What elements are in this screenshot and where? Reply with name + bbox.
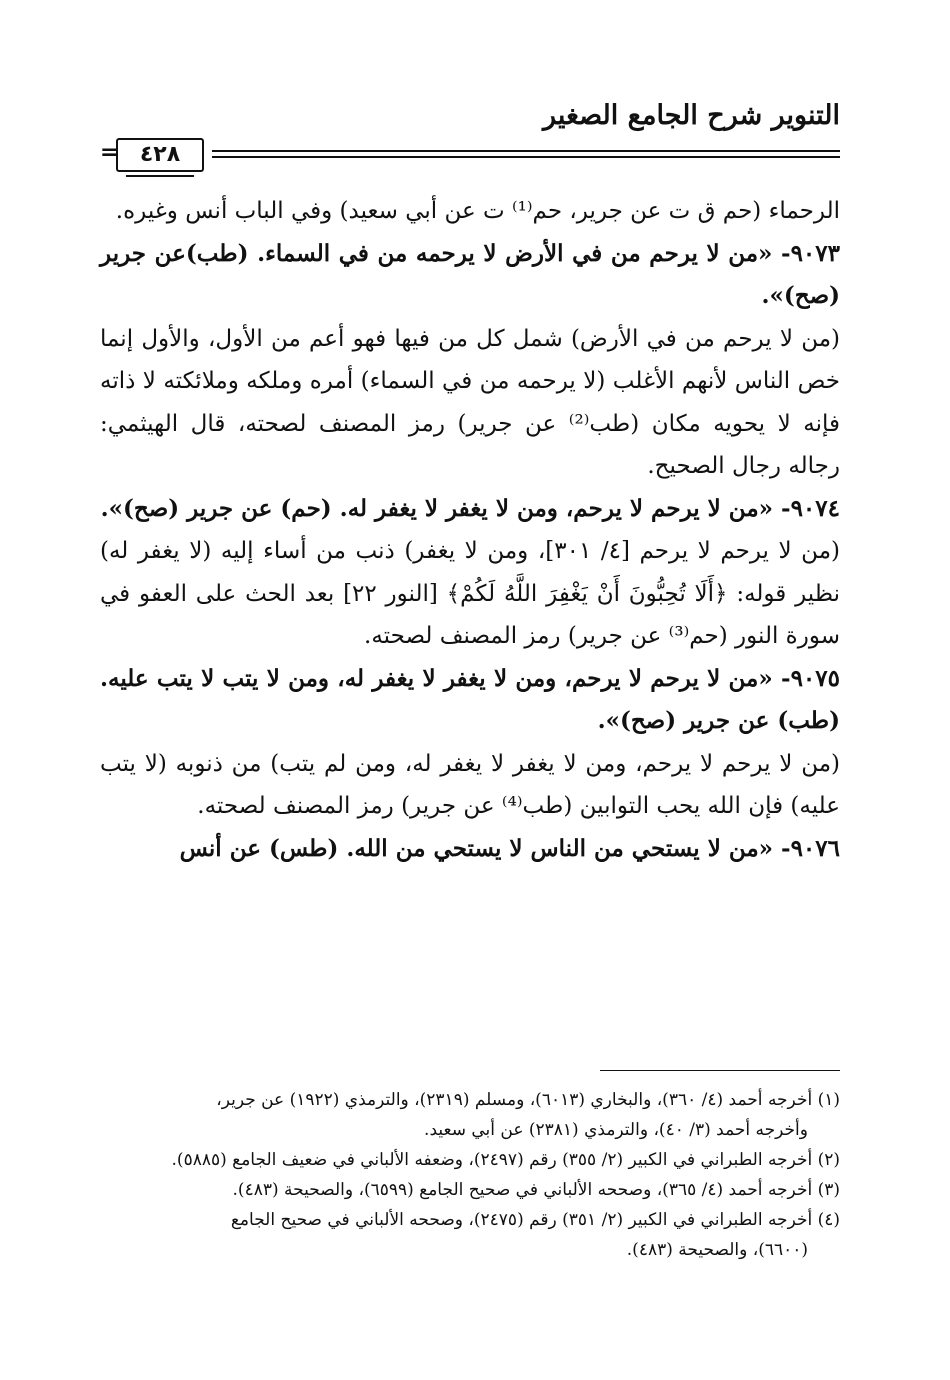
footnotes (100, 1085, 840, 1265)
header-rule-line-bottom (212, 156, 840, 158)
header-rule (100, 138, 840, 178)
footnote-3: (٣) أخرجه أحمد (٤/ ٣٦٥)، وصححه الألباني في صحيح الجامع (٦٥٩٩)، والصحيحة (٤٨٣). (232, 1180, 840, 1200)
footnote-separator (600, 1070, 840, 1071)
commentary-9074: (من لا يرحم لا يرحم [٤/ ٣٠١]، ومن لا يغفر) ذنب من أساء إليه (لا يغفر له) نظير قوله: ﴿أَلَا تُحِبُّونَ أَنْ يَغْفِرَ اللَّهُ لَكُمْ﴾ [النور ٢٢] بعد الحث على العفو في سورة النور (حم⁽³⁾ عن جرير) رمز المصنف لصحته. (100, 538, 840, 649)
hadith-entry-9075: ٩٠٧٥- «من لا يرحم لا يرحم، ومن لا يغفر لا يغفر له، ومن لا يتب لا يتب عليه. (طب) عن جرير (صح)». (100, 664, 840, 734)
paragraph-continuation: الرحماء (حم ق ت عن جرير، حم⁽¹⁾ ت عن أبي سعيد) وفي الباب أنس وغيره. (115, 198, 840, 224)
commentary-9073: (من لا يرحم من في الأرض) شمل كل من فيها فهو أعم من الأول، والأول إنما خص الناس لأنهم الأغلب (لا يرحمه من في السماء) أمره وملكه وملائكته لا ذاته فإنه لا يحويه مكان (طب⁽²⁾ عن جرير) رمز المصنف لصحته، قال الهيثمي: رجاله رجال الصحيح. (100, 325, 840, 479)
footnote-2: (٢) أخرجه الطبراني في الكبير (٢/ ٣٥٥) رقم (٢٤٩٧)، وضعفه الألباني في ضعيف الجامع (٥٨٨٥). (171, 1150, 840, 1170)
footnote-4: (٤) أخرجه الطبراني في الكبير (٢/ ٣٥١) رقم (٢٤٧٥)، وصححه الألباني في صحيح الجامع (230, 1210, 840, 1230)
hadith-entry-9074: ٩٠٧٤- «من لا يرحم لا يرحم، ومن لا يغفر لا يغفر له. (حم) عن جرير (صح)». (100, 494, 840, 522)
header-rule-line-top (212, 150, 840, 152)
footnote-1-continued: وأخرجه أحمد (٣/ ٤٠)، والترمذي (٢٣٨١) عن أبي سعيد. (424, 1120, 808, 1140)
footnote-4-continued: (٦٦٠٠)، والصحيحة (٤٨٣). (626, 1240, 808, 1260)
running-header-title: التنوير شرح الجامع الصغير (543, 100, 840, 131)
main-text (100, 190, 840, 870)
header-dash: = (100, 140, 119, 165)
commentary-9075: (من لا يرحم لا يرحم، ومن لا يغفر لا يغفر له، ومن لم يتب) من ذنوبه (لا يتب عليه) فإن الله يحب التوابين (طب⁽⁴⁾ عن جرير) رمز المصنف لصحته. (100, 750, 840, 819)
hadith-entry-9076: ٩٠٧٦- «من لا يستحي من الناس لا يستحي من الله. (طس) عن أنس (179, 834, 840, 862)
footnote-1: (١) أخرجه أحمد (٤/ ٣٦٠)، والبخاري (٦٠١٣)، ومسلم (٢٣١٩)، والترمذي (١٩٢٢) عن جرير، (216, 1090, 840, 1110)
hadith-entry-9073: ٩٠٧٣- «من لا يرحم من في الأرض لا يرحمه من في السماء. (طب)عن جرير (صح)». (100, 239, 840, 309)
page-number: ٤٢٨ (116, 138, 204, 172)
